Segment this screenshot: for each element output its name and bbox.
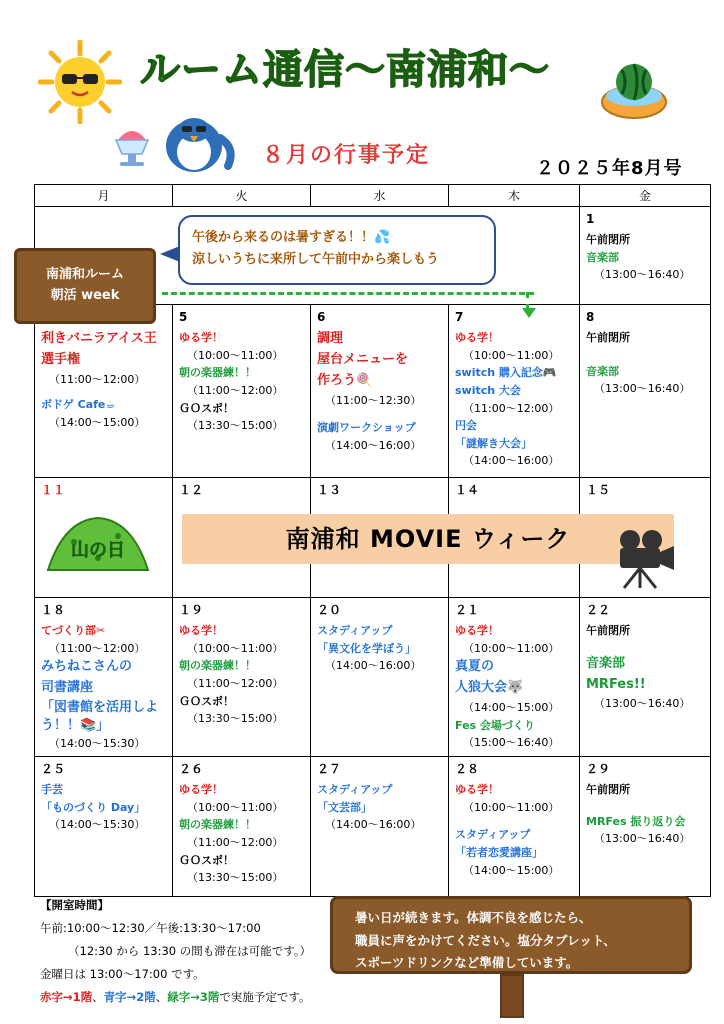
day-number: １５ (586, 483, 611, 497)
event-time: （14:00～16:00） (325, 438, 422, 452)
friday-hours: 金曜日は 13:00～17:00 です。 (40, 967, 205, 981)
event-closed: 午前閉所 (586, 331, 630, 345)
event-title: スタディアップ (317, 624, 393, 638)
floor-legend-sep: 、 (92, 990, 104, 1004)
event-time: （13:00～16:40） (594, 382, 691, 396)
day-cell-1 (580, 207, 711, 305)
bubble-line-1: 午後から来るのは暑すぎる！！💦 (192, 230, 391, 245)
notice-line-3: スポーツドリンクなど準備しています。 (355, 955, 579, 970)
opening-hours-text: 午前:10:00～12:30／午後:13:30～17:00 (40, 921, 261, 935)
weekday-thu: 木 (449, 185, 580, 207)
day-cell-27 (311, 756, 449, 896)
speech-bubble (178, 215, 496, 285)
day-cell-21 (449, 598, 580, 757)
event-time: （13:30～15:00） (187, 871, 284, 885)
watermelon-tub-icon (598, 56, 670, 126)
day-number: １９ (179, 603, 204, 617)
event-closed: 午前閉所 (586, 233, 630, 247)
weekday-mon: 月 (35, 185, 173, 207)
event-closed: 午前閉所 (586, 624, 630, 638)
event-time: （10:00～11:00） (463, 641, 560, 655)
event-time: （11:00～12:00） (49, 372, 146, 386)
floor-legend (40, 986, 311, 1009)
event-time: （14:00～15:30） (49, 737, 146, 751)
event-title: スタディアップ (317, 783, 393, 797)
event-title: ゆる学！ (179, 783, 223, 797)
event-time: （10:00～11:00） (463, 800, 560, 814)
page-subtitle: ８月の行事予定 (262, 143, 431, 168)
event-title: 朝の楽器練！！ (179, 366, 256, 380)
day-cell-4 (35, 305, 173, 478)
event-title: 演劇ワークショップ (317, 421, 416, 435)
event-title: 「異文化を学ぼう」 (317, 641, 416, 655)
event-time: （14:00～15:30） (49, 818, 146, 832)
day-number: 7 (455, 310, 464, 324)
event-title: 音楽部 (586, 364, 619, 378)
event-title: switch 購入記念🎮 (455, 366, 557, 380)
penguin-icon (158, 108, 240, 174)
event-time: （10:00～11:00） (463, 348, 560, 362)
heat-notice-signboard (330, 896, 692, 974)
day-number: １３ (317, 483, 342, 497)
event-time: （14:00～16:00） (325, 659, 422, 673)
day-cell-26 (173, 756, 311, 896)
event-title: Fes 会場づくり (455, 718, 535, 732)
day-number: 1 (586, 212, 595, 226)
event-time: （15:00～16:40） (463, 736, 560, 750)
event-time: （11:00～12:00） (187, 676, 284, 690)
event-time: （14:00～15:00） (463, 863, 560, 877)
notice-line-2: 職員に声をかけてください。塩分タブレット、 (355, 932, 616, 948)
event-title: 作ろう🍭 (317, 372, 373, 388)
event-time: （13:30～15:00） (187, 712, 284, 726)
day-number: １８ (41, 603, 66, 617)
holiday-label: 山の日 (71, 540, 125, 561)
event-title: ＧＯスポ！ (179, 694, 234, 708)
day-number: ２９ (586, 761, 611, 776)
floor-legend-sep: 、 (155, 990, 168, 1004)
event-title: MRFes!! (586, 676, 646, 692)
event-time: （11:00～12:00） (49, 641, 146, 655)
event-title: ゆる学！ (455, 331, 499, 345)
floor-legend-green: 緑字→3階 (167, 990, 220, 1004)
event-title: ＧＯスポ！ (179, 401, 234, 415)
day-cell-18 (35, 598, 173, 757)
day-cell-19 (173, 598, 311, 757)
event-time: （13:00～16:40） (594, 832, 691, 846)
day-number: １４ (455, 483, 480, 497)
day-cell-28 (449, 756, 580, 896)
signboard-line-1: 南浦和ルーム (45, 267, 124, 282)
event-title: 円会 (455, 419, 477, 433)
event-time: （14:00～15:00） (463, 700, 560, 714)
day-cell-7 (449, 305, 580, 478)
event-time: （14:00～16:00） (325, 818, 422, 832)
event-time: （13:30～15:00） (187, 419, 284, 433)
movie-week-banner: 南浦和 MOVIE ウィーク (182, 514, 674, 564)
week-row-4 (35, 598, 711, 757)
day-number: ２０ (317, 603, 342, 617)
day-number: 6 (317, 310, 326, 324)
weekday-fri: 金 (580, 185, 711, 207)
day-cell-20 (311, 598, 449, 757)
movie-camera-icon (608, 528, 678, 590)
notice-line-1: 暑い日が続きます。体調不良を感じたら、 (355, 910, 592, 925)
sun-with-sunglasses-icon (38, 40, 122, 124)
morning-week-signboard (14, 248, 156, 324)
event-title: ＧＯスポ！ (179, 853, 234, 867)
event-title: 屋台メニューを (317, 351, 409, 367)
event-title: ボドゲ Cafe☕ (41, 398, 116, 412)
event-title: みちねこさんの (41, 659, 133, 675)
bubble-line-2: 涼しいうちに来所して午前中から楽しもう (192, 252, 440, 268)
day-cell-25 (35, 756, 173, 896)
signboard-post (500, 974, 524, 1018)
day-cell-5 (173, 305, 311, 478)
day-number: 5 (179, 310, 188, 324)
day-number: 8 (586, 310, 595, 324)
event-title: スタディアップ (455, 828, 531, 842)
event-time: （10:00～11:00） (187, 800, 284, 814)
event-title: ゆる学！ (455, 624, 499, 638)
event-time: （11:00～12:00） (187, 383, 284, 397)
event-title: 「ものづくり Day」 (41, 800, 146, 814)
event-time: （11:00～12:00） (463, 401, 560, 415)
day-number: ２５ (41, 761, 66, 776)
event-title: 調理 (317, 331, 344, 347)
week-row-2 (35, 305, 711, 478)
day-number: ２８ (455, 761, 480, 776)
event-title: 人狼大会🐺 (455, 680, 524, 696)
event-title: ゆる学！ (455, 783, 499, 797)
weekday-tue: 火 (173, 185, 311, 207)
event-time: （13:00～16:40） (594, 697, 691, 711)
event-title: ゆる学！ (179, 624, 223, 638)
floor-legend-red: 赤字→1階 (40, 990, 93, 1004)
shaved-ice-icon (108, 120, 156, 170)
event-title: 朝の楽器練！！ (179, 659, 256, 673)
day-number: ２６ (179, 761, 204, 776)
speech-bubble-tail (160, 246, 180, 262)
issue-date: ２０２５年8月号 (536, 158, 683, 179)
event-time: （14:00～16:00） (463, 454, 560, 468)
event-title: 「若者恋愛講座」 (455, 845, 543, 859)
event-title: 「図書館を活用しよう！！📚」 (41, 699, 159, 734)
event-title: switch 大会 (455, 383, 521, 397)
day-number: ２１ (455, 603, 480, 617)
day-number: １２ (179, 483, 204, 497)
event-closed: 午前閉所 (586, 783, 630, 797)
floor-legend-tail: で実施予定です。 (219, 990, 311, 1004)
event-title: MRFes 振り返り会 (586, 814, 686, 828)
weekday-header-row (35, 185, 711, 207)
event-title: 「謎解き大会」 (455, 436, 532, 450)
day-number: １１ (41, 483, 66, 497)
day-number: ２２ (586, 603, 611, 617)
floor-legend-blue: 青字→2階 (103, 990, 156, 1004)
event-time: （10:00～11:00） (187, 641, 284, 655)
event-title: 真夏の (455, 659, 495, 675)
opening-hours-section (40, 894, 311, 1009)
day-number: ２７ (317, 761, 342, 776)
event-time: （14:00～15:00） (49, 415, 146, 429)
page-title: ルーム通信～南浦和～ (140, 47, 550, 93)
opening-hours-heading: 【開室時間】 (40, 898, 109, 912)
event-title: 「文芸部」 (317, 800, 372, 814)
event-title: 司書講座 (41, 680, 94, 696)
event-time: （11:00～12:30） (325, 393, 422, 407)
opening-hours-note: （12:30 から 13:30 の間も滞在は可能です。） (68, 944, 312, 958)
event-time: （10:00～11:00） (187, 348, 284, 362)
day-cell-8 (580, 305, 711, 478)
event-title: ゆる学！ (179, 331, 223, 345)
event-title: 利きバニラアイス王 (41, 331, 157, 347)
event-title: てづくり部✂ (41, 624, 106, 638)
weekday-wed: 水 (311, 185, 449, 207)
day-cell-22 (580, 598, 711, 757)
event-title: 選手権 (41, 351, 81, 367)
event-title: 音楽部 (586, 250, 619, 264)
event-title: 手芸 (41, 783, 63, 797)
event-title: 音楽部 (586, 655, 626, 671)
event-time: （13:00～16:40） (594, 268, 691, 282)
signboard-line-2: 朝活 week (50, 287, 120, 303)
week-row-5 (35, 756, 711, 896)
arrow-head-icon (522, 308, 536, 318)
event-time: （11:00～12:00） (187, 835, 284, 849)
day-cell-29 (580, 756, 711, 896)
day-cell-6 (311, 305, 449, 478)
event-title: 朝の楽器練！！ (179, 818, 256, 832)
dashed-arrow-line (162, 292, 534, 295)
